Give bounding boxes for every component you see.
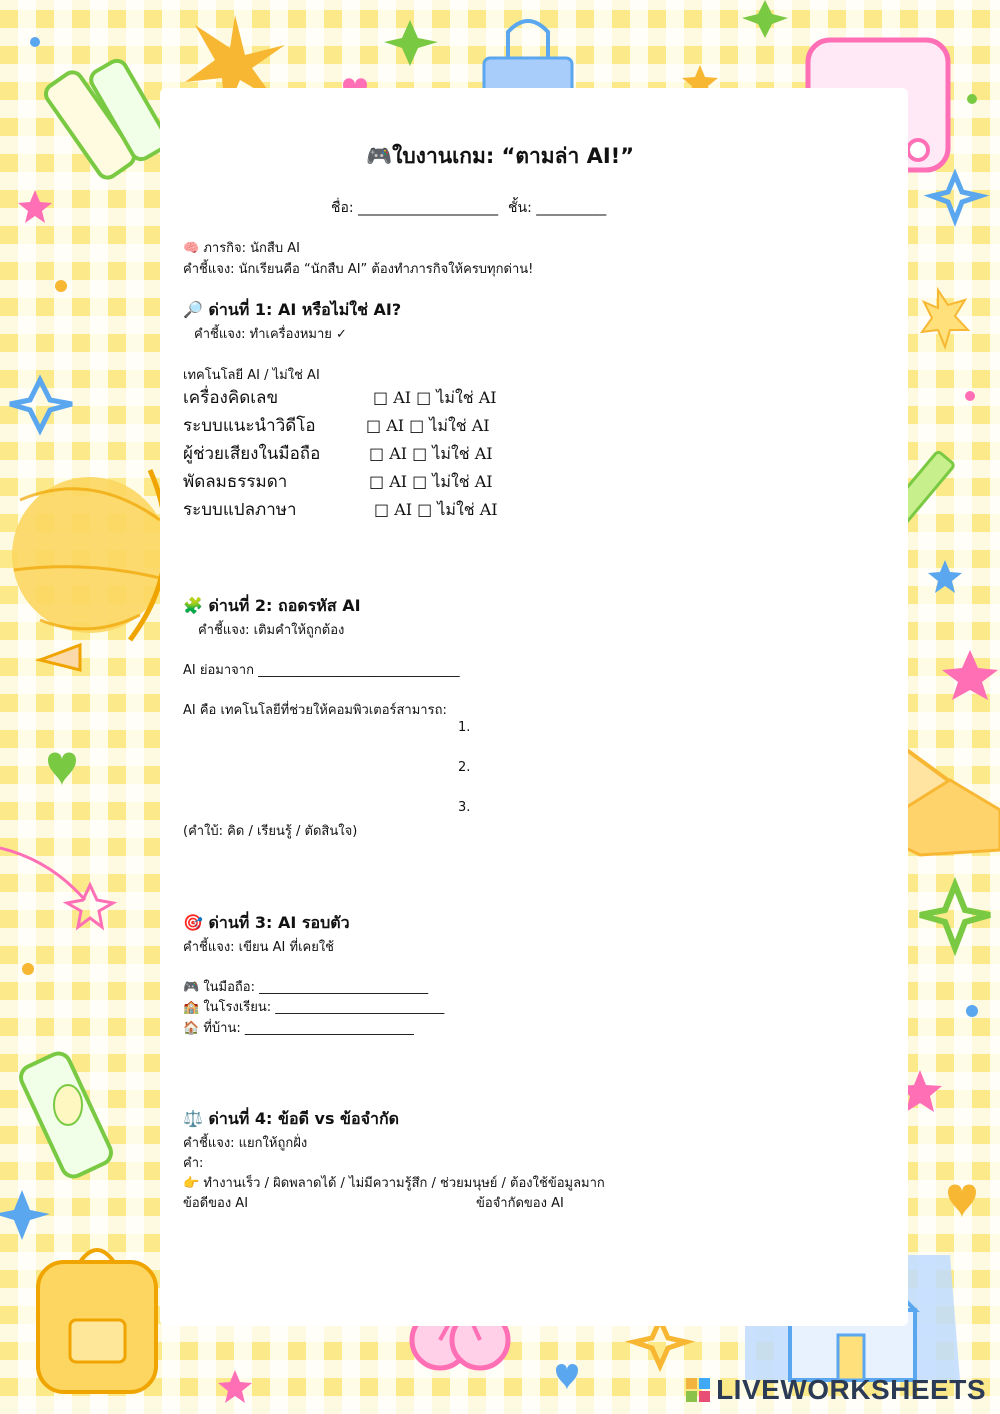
stage1-row-label: พัดลมธรรมดา (183, 472, 288, 492)
mission-line: 🧠 ภารกิจ: นักสืบ AI (183, 241, 300, 256)
star-icon (942, 650, 998, 700)
stage1-row-label: ระบบแนะนำวิดีโอ (183, 416, 316, 436)
liveworksheets-logo-text: LIVEWORKSHEETS (716, 1374, 986, 1405)
class-field-label[interactable]: ชั้น: __________ (508, 200, 607, 216)
mission-instructions: คำชี้แจง: นักเรียนคือ “นักสืบ AI” ต้องทำภารกิจให้ครบทุกด่าน! (183, 262, 534, 277)
stage1-instruction: คำชี้แจง: ทำเครื่องหมาย ✓ (194, 327, 347, 342)
stage3-item[interactable]: 🏠 ที่บ้าน: __________________________ (183, 1021, 414, 1036)
stage1-heading: 🔎 ด่านที่ 1: AI หรือไม่ใช่ AI? (183, 300, 402, 319)
stage2-heading: 🧩 ด่านที่ 2: ถอดรหัส AI (183, 596, 361, 615)
stage2-hint: (คำใบ้: คิด / เรียนรู้ / ตัดสินใจ) (183, 824, 358, 839)
stage1-row-label: ผู้ช่วยเสียงในมือถือ (183, 444, 321, 464)
stage3-instruction: คำชี้แจง: เขียน AI ที่เคยใช้ (183, 940, 334, 955)
stage1-row-options[interactable]: □ AI □ ไม่ใช่ AI (366, 416, 490, 435)
globe-icon (12, 470, 168, 670)
stage2-ability-line: AI คือ เทคโนโลยีที่ช่วยให้คอมพิวเตอร์สามารถ: (183, 703, 447, 718)
name-field-label[interactable]: ชื่อ: ____________________ (331, 200, 499, 216)
stage3-item[interactable]: 🏫 ในโรงเรียน: __________________________ (183, 1000, 445, 1015)
star-icon (922, 290, 968, 347)
liveworksheets-logo[interactable] (686, 1374, 986, 1406)
stage4-heading: ⚖️ ด่านที่ 4: ข้อดี vs ข้อจำกัด (183, 1109, 400, 1128)
stage2-abbrev-line[interactable]: AI ย่อมาจาก _______________________________ (183, 663, 460, 678)
sparkle-icon (0, 1190, 50, 1240)
glue-tube-icon (17, 1050, 115, 1181)
stage4-cons-label: ข้อจำกัดของ AI (476, 1196, 564, 1211)
star-trail (0, 848, 85, 900)
stage2-blank[interactable]: 2. (458, 760, 471, 775)
star-icon (67, 885, 113, 927)
stage1-row-options[interactable]: □ AI □ ไม่ใช่ AI (369, 472, 493, 491)
stage4-words-label: คำ: (183, 1156, 204, 1171)
stage3-item[interactable]: 🎮 ในมือถือ: __________________________ (183, 980, 429, 995)
stage1-column-header: เทคโนโลยี AI / ไม่ใช่ AI (183, 368, 320, 383)
stage2-blank[interactable]: 1. (458, 720, 471, 735)
backpack-icon (38, 1250, 156, 1392)
stage1-row-options[interactable]: □ AI □ ไม่ใช่ AI (374, 500, 498, 519)
stage2-blank[interactable]: 3. (458, 800, 471, 815)
stage1-row-options[interactable]: □ AI □ ไม่ใช่ AI (373, 388, 497, 407)
stage4-instruction: คำชี้แจง: แยกให้ถูกฝั่ง (183, 1136, 308, 1151)
stage1-row-label: ระบบแปลภาษา (183, 500, 297, 520)
stage3-heading: 🎯 ด่านที่ 3: AI รอบตัว (183, 913, 350, 932)
liveworksheets-logo-icon (686, 1378, 710, 1402)
worksheet-title: 🎮ใบงานเกม: “ตามล่า AI!” (365, 144, 635, 168)
stage1-row-options[interactable]: □ AI □ ไม่ใช่ AI (369, 444, 493, 463)
stage4-pros-label: ข้อดีของ AI (183, 1196, 249, 1211)
stage2-instruction: คำชี้แจง: เติมคำให้ถูกต้อง (198, 623, 345, 638)
stage1-row-label: เครื่องคิดเลข (183, 388, 279, 408)
stage4-words[interactable]: 👉 ทำงานเร็ว / ผิดพลาดได้ / ไม่มีความรู้สึก / ช่วยมนุษย์ / ต้องใช้ข้อมูลมาก (183, 1176, 605, 1191)
